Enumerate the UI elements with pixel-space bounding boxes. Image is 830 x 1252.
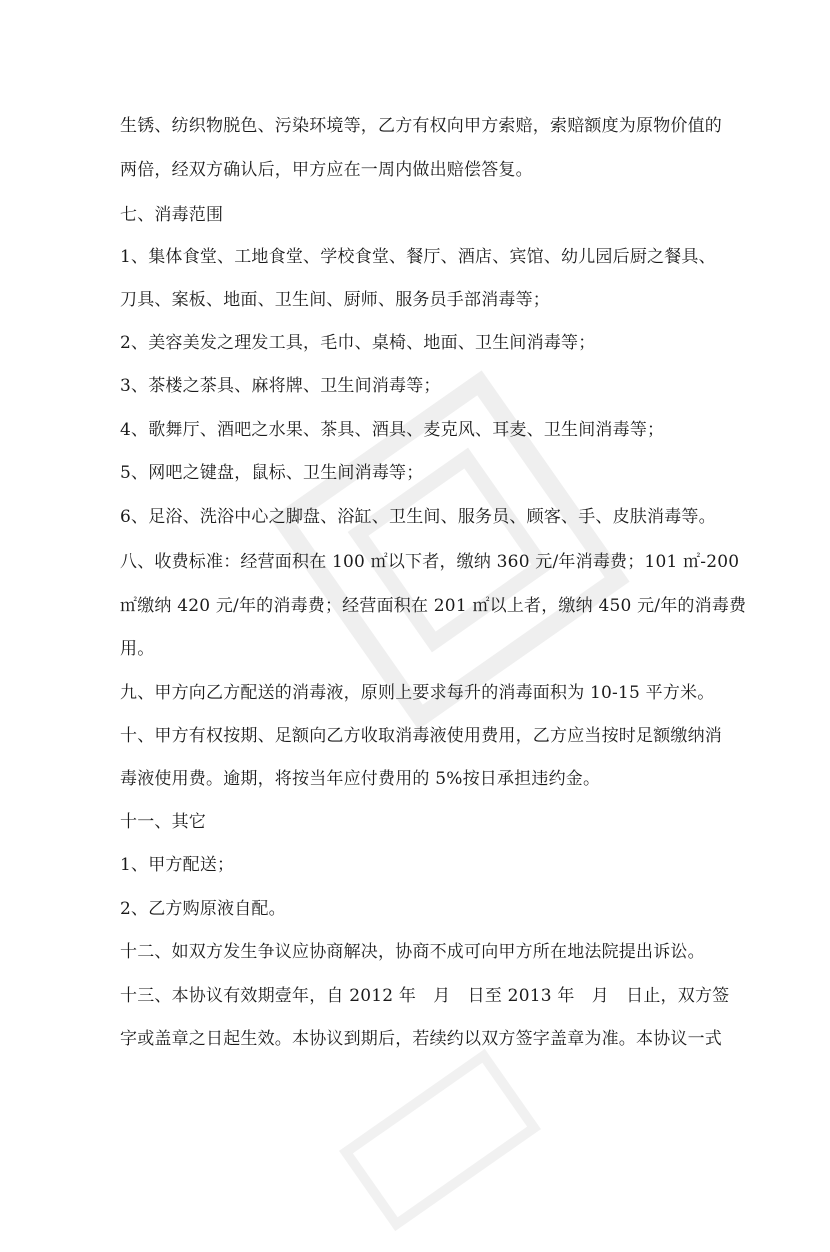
- paragraph-line: 1、甲方配送；: [120, 855, 235, 875]
- paragraph-line: 1、集体食堂、工地食堂、学校食堂、餐厅、酒店、宾馆、幼儿园后厨之餐具、: [120, 247, 716, 267]
- paragraph-line: 3、茶楼之茶具、麻将牌、卫生间消毒等；: [120, 376, 441, 396]
- paragraph-line: 十、甲方有权按期、足额向乙方收取消毒液使用费用，乙方应当按时足额缴纳消: [120, 726, 722, 746]
- paragraph-line: 4、歌舞厅、酒吧之水果、茶具、酒具、麦克风、耳麦、卫生间消毒等；: [120, 420, 665, 440]
- paragraph-line: 毒液使用费。逾期，将按当年应付费用的 5%按日承担违约金。: [120, 769, 601, 789]
- paragraph-line: 2、乙方购原液自配。: [120, 899, 286, 919]
- paragraph-line: ㎡缴纳 420 元/年的消毒费；经营面积在 201 ㎡以上者，缴纳 450 元/年的消毒费: [120, 596, 747, 616]
- paragraph-line: 6、足浴、洗浴中心之脚盘、浴缸、卫生间、服务员、顾客、手、皮肤消毒等。: [120, 507, 716, 527]
- paragraph-line: 2、美容美发之理发工具，毛巾、桌椅、地面、卫生间消毒等；: [120, 333, 596, 353]
- paragraph-line: 刀具、案板、地面、卫生间、厨师、服务员手部消毒等；: [120, 290, 550, 310]
- paragraph-line: 5、网吧之键盘，鼠标、卫生间消毒等；: [120, 463, 424, 483]
- paragraph-line: 十三、本协议有效期壹年，自 2012 年 月 日至 2013 年 月 日止，双方签: [120, 986, 730, 1006]
- paragraph-line: 生锈、纺织物脱色、污染环境等，乙方有权向甲方索赔，索赔额度为原物价值的: [120, 116, 722, 136]
- watermark-icon: [315, 1028, 564, 1252]
- paragraph-line: 九、甲方向乙方配送的消毒液，原则上要求每升的消毒面积为 10-15 平方米。: [120, 683, 715, 703]
- section-heading: 七、消毒范围: [120, 205, 224, 225]
- paragraph-line: 两倍，经双方确认后，甲方应在一周内做出赔偿答复。: [120, 160, 533, 180]
- paragraph-line: 十二、如双方发生争议应协商解决，协商不成可向甲方所在地法院提出诉讼。: [120, 942, 705, 962]
- paragraph-line: 用。: [120, 639, 155, 659]
- paragraph-line: 字或盖章之日起生效。本协议到期后，若续约以双方签字盖章为准。本协议一式: [120, 1029, 722, 1049]
- section-heading: 十一、其它: [120, 812, 206, 832]
- paragraph-line: 八、收费标准：经营面积在 100 ㎡以下者，缴纳 360 元/年消毒费；101 ㎡-200: [120, 552, 740, 572]
